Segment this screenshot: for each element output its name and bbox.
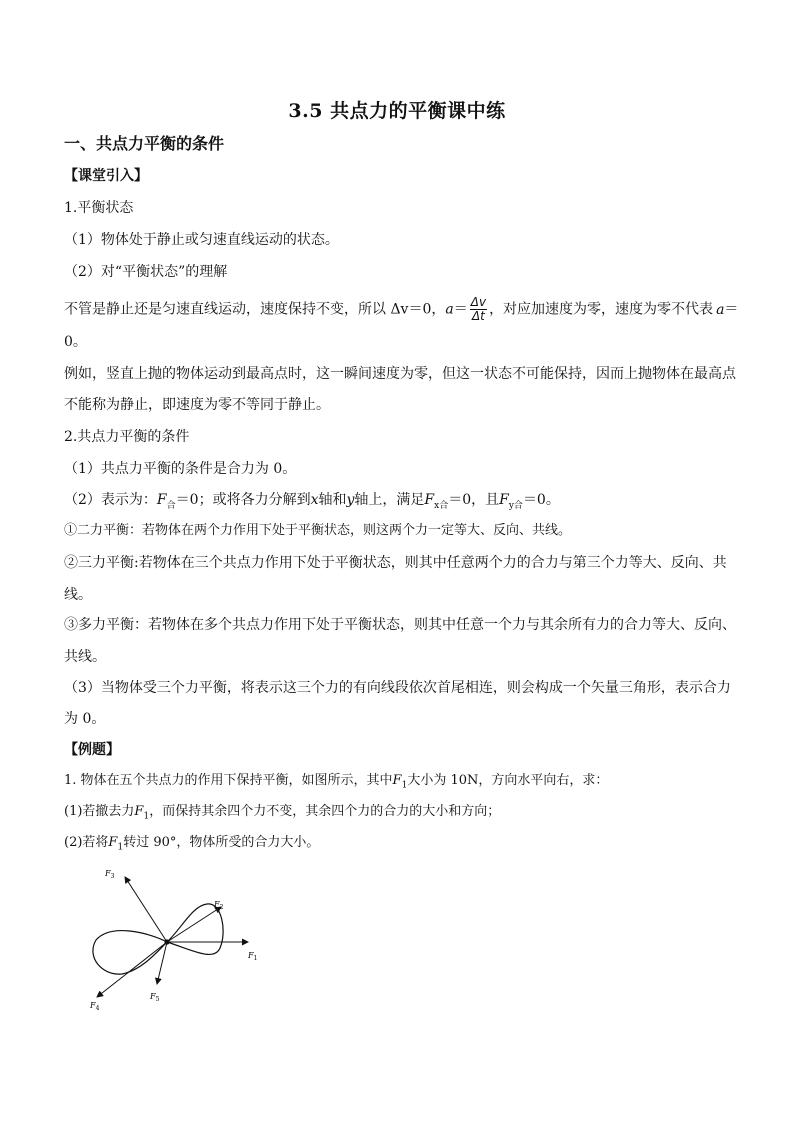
paragraph: （3）当物体受三个力平衡，将表示这三个力的有向线段依次首尾相连，则会构成一个矢量三角形，表示合力 (64, 680, 731, 696)
section-heading: 一、共点力平衡的条件 (64, 134, 225, 153)
label-f3: $F_3$ (105, 869, 115, 880)
text: 1. 物体在五个共点力的作用下保持平衡，如图所示，其中 (64, 773, 393, 788)
subscript: 1 (143, 811, 150, 822)
subscript: 合 (166, 500, 176, 511)
text: 转过 90°，物体所受的合力大小。 (123, 835, 320, 850)
force-arrow-f3 (125, 877, 167, 942)
paragraph: 共线。 (64, 649, 106, 665)
text: ＝0，且 (448, 492, 500, 508)
paragraph: （2）对“平衡状态”的理解 (64, 264, 228, 280)
intro-label: 【课堂引入】 (64, 168, 148, 184)
text: ＝0。 (522, 492, 560, 508)
label-f5: $F_5$ (150, 992, 160, 1003)
paragraph: 例如，竖直上抛的物体运动到最高点时，这一瞬间速度为零，但这一状态不可能保持，因而上抛物体在最高点 (64, 366, 736, 382)
paragraph: ③多力平衡：若物体在多个共点力作用下处于平衡状态，则其中任意一个力与其余所有力的合力等大、反向、 (64, 617, 736, 633)
paragraph: ②三力平衡:若物体在三个共点力作用下处于平衡状态，则其中任意两个力的合力与第三个力等大、反向、共 (64, 555, 727, 571)
text: 轴上，满足 (354, 492, 425, 508)
subscript: 1 (401, 780, 408, 791)
page-title: 3.5 共点力的平衡课中练 (288, 100, 506, 122)
force-arrow-f2 (167, 907, 221, 942)
text: ＝ (453, 301, 468, 318)
paragraph-with-formula (64, 490, 740, 516)
text: (1)若撤去力 (64, 804, 135, 819)
example-label: 【例题】 (64, 742, 120, 758)
text: （2）表示为： (64, 492, 157, 508)
subscript: 1 (117, 842, 124, 853)
var-F: F (499, 492, 509, 508)
question-1-part-1 (64, 802, 740, 827)
subscript: x合 (434, 500, 449, 511)
paragraph-with-formula (64, 296, 740, 323)
force-diagram-svg (82, 862, 272, 1017)
fraction-numerator: Δv (470, 295, 487, 309)
var-F: F (156, 492, 167, 508)
text: ＝ (724, 301, 739, 318)
text: 大小为 10N，方向水平向右，求： (407, 773, 609, 788)
var-a: a (445, 301, 454, 318)
paragraph: （1）物体处于静止或匀速直线运动的状态。 (64, 232, 339, 248)
var-y: y (346, 492, 355, 508)
text: 不管是静止还是匀速直线运动，速度保持不变，所以 Δv＝0， (64, 301, 446, 318)
subsection-title-1: 1.平衡状态 (64, 200, 134, 216)
fraction-dv-dt (470, 296, 487, 323)
text: 轴和 (318, 492, 347, 508)
subsection-title-2: 2.共点力平衡的条件 (64, 429, 190, 445)
label-f4: $F_4$ (90, 1001, 100, 1012)
question-1 (64, 771, 740, 796)
fraction-denominator: Δt (471, 309, 485, 323)
paragraph: 不能称为静止，即速度为零不等同于静止。 (64, 397, 330, 413)
object-outline (93, 904, 223, 974)
paragraph: 线。 (64, 587, 92, 603)
text: ＝0；或将各力分解到 (175, 492, 311, 508)
question-1-part-2 (64, 833, 740, 858)
label-f1: $F_1$ (248, 951, 258, 962)
text: ，对应加速度为零，速度为零不代表 (489, 301, 714, 318)
var-a: a (716, 301, 725, 318)
concurrent-point (164, 939, 169, 944)
paragraph: ①二力平衡：若物体在两个力作用下处于平衡状态，则这两个力一定等大、反向、共线。 (64, 523, 572, 538)
subscript: y合 (508, 500, 523, 511)
var-x: x (310, 492, 319, 508)
var-F: F (424, 492, 435, 508)
paragraph: 为 0。 (64, 711, 106, 727)
force-arrow-f4 (97, 942, 167, 997)
paragraph: 0。 (64, 334, 87, 350)
text: (2)若将 (64, 835, 109, 850)
var-F: F (134, 804, 144, 819)
force-diagram (82, 862, 272, 1017)
text: ，而保持其余四个力不变，其余四个力的合力的大小和方向； (149, 804, 501, 819)
var-F: F (392, 773, 402, 788)
paragraph: （1）共点力平衡的条件是合力为 0。 (64, 461, 297, 477)
var-F: F (108, 835, 118, 850)
label-f2: $F_2$ (214, 900, 224, 911)
